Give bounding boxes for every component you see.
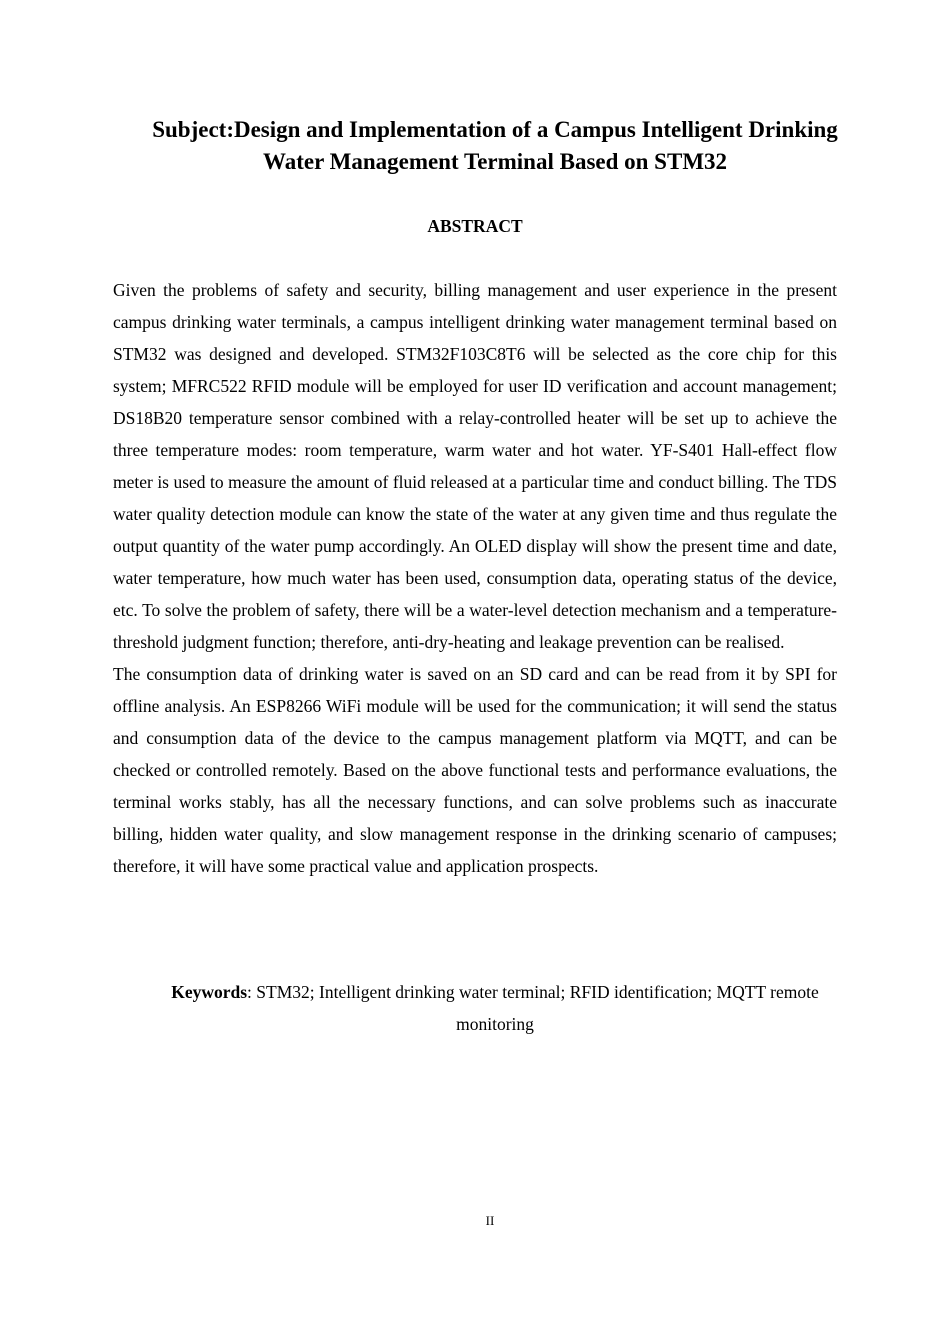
- keywords-label: Keywords: [171, 982, 248, 1002]
- abstract-heading: ABSTRACT: [427, 216, 523, 236]
- abstract-paragraph-1: Given the problems of safety and security, billing management and user experience in the present campus drinking water terminals, a campus intelligent drinking water management terminal based on STM32 was designed and developed. STM32F103C8T6 will be selected as the core chip for this system; MFRC522 RFID module will be employed for user ID verification and account management; DS18B20 temperature sensor combined with a relay-controlled heater will be set up to achieve the three temperature modes: room temperature, warm water and hot water. YF-S401 Hall-effect flow meter is used to measure the amount of fluid released at a particular time and conduct billing. The TDS water quality detection module can know the state of the water at any given time and thus regulate the output quantity of the water pump accordingly. An OLED display will show the present time and date, water temperature, how much water has been used, consumption data, operating status of the device, etc. To solve the problem of safety, there will be a water-level detection mechanism and a temperature-threshold judgment function; therefore, anti-dry-heating and leakage prevention can be realised.: [113, 280, 837, 652]
- keywords-line: [150, 976, 840, 1040]
- page-number: II: [485, 1213, 495, 1228]
- keywords-text: : STM32; Intelligent drinking water terminal; RFID identification; MQTT remote monitoring: [247, 982, 819, 1034]
- abstract-body: [113, 274, 837, 882]
- abstract-paragraph-2: The consumption data of drinking water is saved on an SD card and can be read from it by SPI for offline analysis. An ESP8266 WiFi module will be used for the communication; it will send the status and consumption data of the device to the campus management platform via MQTT, and can be checked or controlled remotely. Based on the above functional tests and performance evaluations, the terminal works stably, has all the necessary functions, and can solve problems such as inaccurate billing, hidden water quality, and slow management response in the drinking scenario of campuses; therefore, it will have some practical value and application prospects.: [113, 664, 837, 876]
- document-title: Subject:Design and Implementation of a Campus Intelligent Drinking Water Management Terminal Based on STM32: [152, 117, 838, 174]
